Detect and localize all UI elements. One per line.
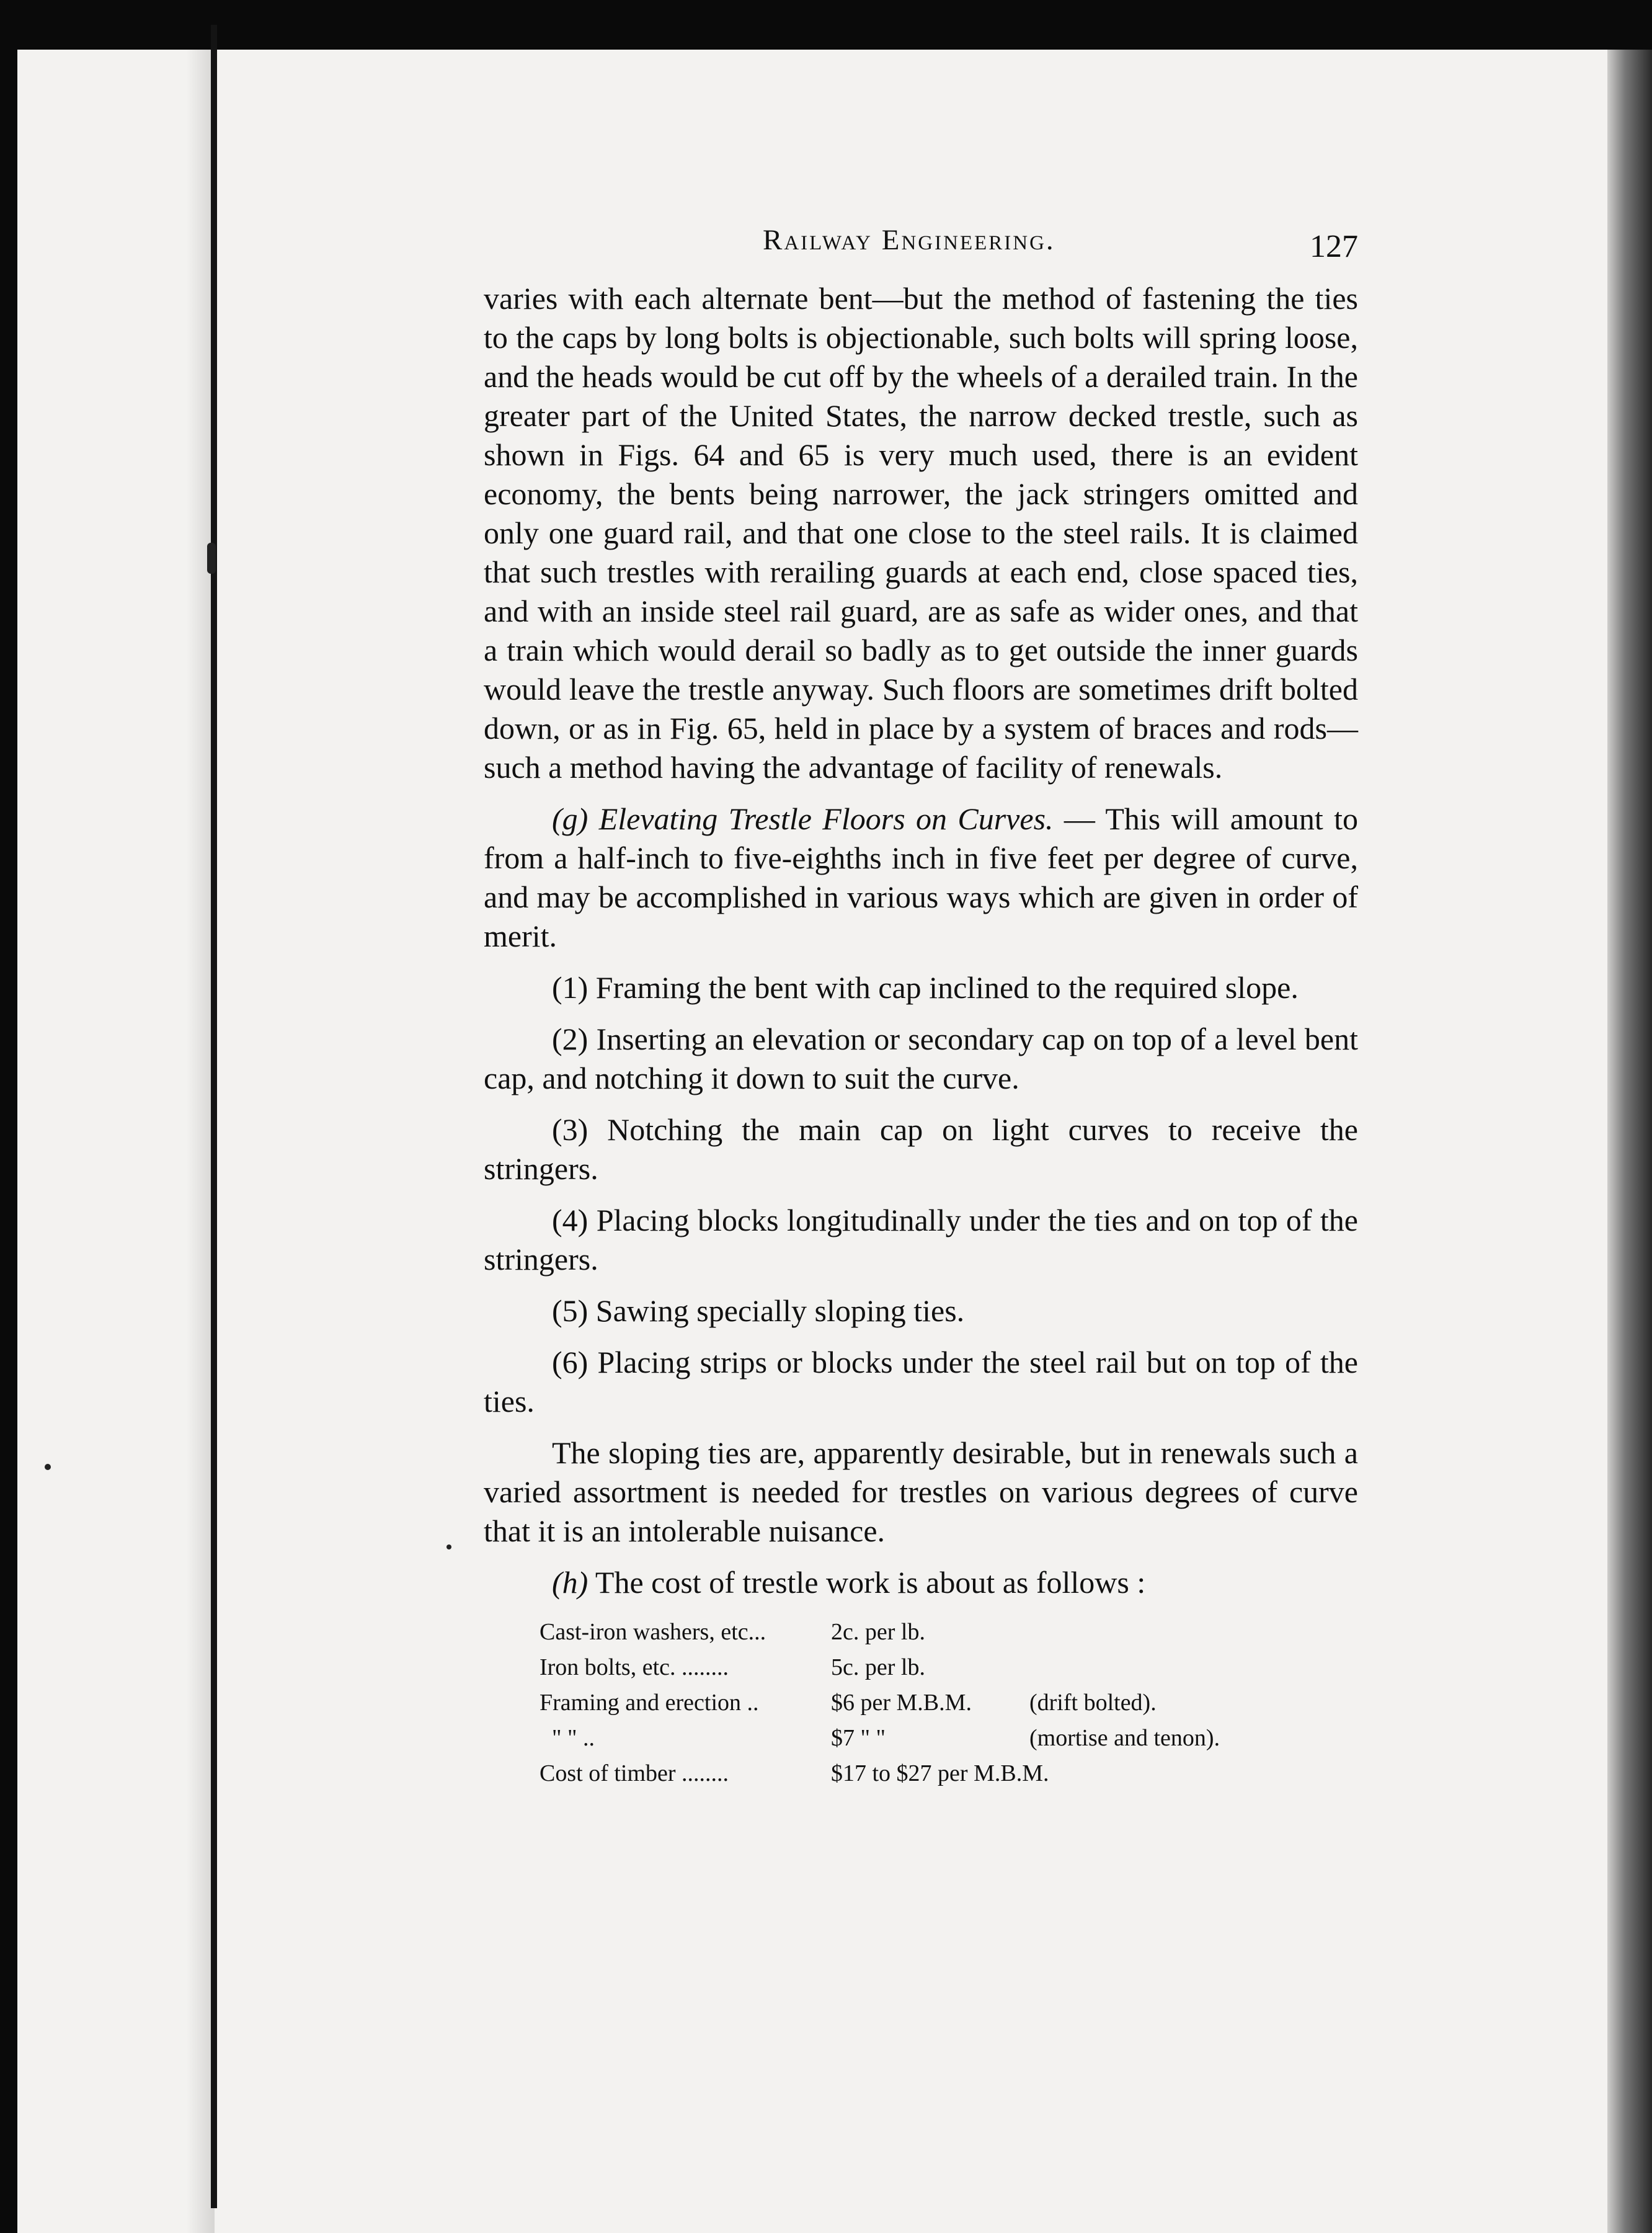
cost-item: Cost of timber ........: [540, 1760, 729, 1786]
running-head: [484, 211, 1358, 264]
section-text: The cost of trestle work is about as follows :: [595, 1565, 1146, 1600]
method-item: (2) Inserting an elevation or secondary cap on top of a level bent cap, and notching it down to suit the curve.: [484, 1022, 1358, 1095]
cost-row: [540, 1650, 1358, 1685]
book-page: [484, 211, 1358, 1791]
method-item: (4) Placing blocks longitudinally under the ties and on top of the stringers.: [484, 1203, 1358, 1277]
running-head-title: Railway Engineering.: [763, 224, 1055, 256]
cost-price: $7 " ": [831, 1725, 886, 1751]
cost-item: Framing and erection ..: [540, 1690, 759, 1716]
method-item: (1) Framing the bent with cap inclined to the required slope.: [552, 970, 1299, 1005]
cost-price: 2c. per lb.: [831, 1619, 925, 1645]
cost-price: 5c. per lb.: [831, 1654, 925, 1680]
cost-price: $6 per M.B.M.: [831, 1690, 972, 1716]
scan-speck: [446, 1544, 451, 1549]
section-text: — This will amount to from a half-inch to five-eighths inch in five feet per degree of curve, and may be accomplished in various ways which are given in order of merit.: [484, 801, 1359, 953]
cost-note: (drift bolted).: [1029, 1690, 1157, 1716]
page-edge: [1607, 50, 1652, 2233]
section-heading: Elevating Trestle Floors on Curves.: [598, 801, 1054, 836]
cost-price: $17 to $27 per M.B.M.: [831, 1760, 1049, 1786]
page-number: 127: [1310, 229, 1358, 264]
scan-speck: [45, 1464, 51, 1470]
method-item: (3) Notching the main cap on light curves to receive the stringers.: [484, 1112, 1358, 1186]
cost-table: [540, 1615, 1358, 1791]
book-gutter: [211, 25, 217, 2208]
cost-note: (mortise and tenon).: [1029, 1725, 1220, 1751]
cost-item: Iron bolts, etc. ........: [540, 1654, 729, 1680]
cost-item: Cast-iron washers, etc...: [540, 1619, 766, 1645]
paragraph: varies with each alternate bent—but the method of fastening the ties to the caps by long bolts is objectionable, such bolts will spring loose, and the heads would be cut off by the wheels of a derailed train. In the greater part of the United States, the narrow decked trestle, such as shown in Figs. 64 and 65 is very much used, there is an evident economy, the bents being narrower, the jack stringers omitted and only one guard rail, and that one close to the steel rails. It is claimed that such trestles with rerailing guards at each end, close spaced ties, and with an inside steel rail guard, are as safe as wider ones, and that a train which would derail so badly as to get outside the inner guards would leave the trestle anyway. Such floors are sometimes drift bolted down, or as in Fig. 65, held in place by a system of braces and rods—such a method having the advantage of facility of renewals.: [484, 281, 1358, 785]
method-item: (5) Sawing specially sloping ties.: [552, 1293, 965, 1328]
section-label: (h): [552, 1565, 588, 1600]
cost-row: [540, 1721, 1358, 1756]
scan-speck: [207, 543, 216, 574]
method-item: (6) Placing strips or blocks under the steel rail but on top of the ties.: [484, 1345, 1358, 1419]
page-body: [484, 279, 1358, 1602]
section-h: [484, 1563, 1358, 1602]
section-g: [484, 800, 1358, 956]
cost-row: [540, 1756, 1358, 1791]
cost-item: " " ..: [552, 1725, 595, 1751]
cost-row: [540, 1685, 1358, 1721]
section-label: (g): [552, 801, 588, 836]
closing-paragraph: The sloping ties are, apparently desirable, but in renewals such a varied assortment is needed for trestles on various degrees of curve that it is an intolerable nuisance.: [484, 1435, 1358, 1548]
cost-row: [540, 1615, 1358, 1650]
